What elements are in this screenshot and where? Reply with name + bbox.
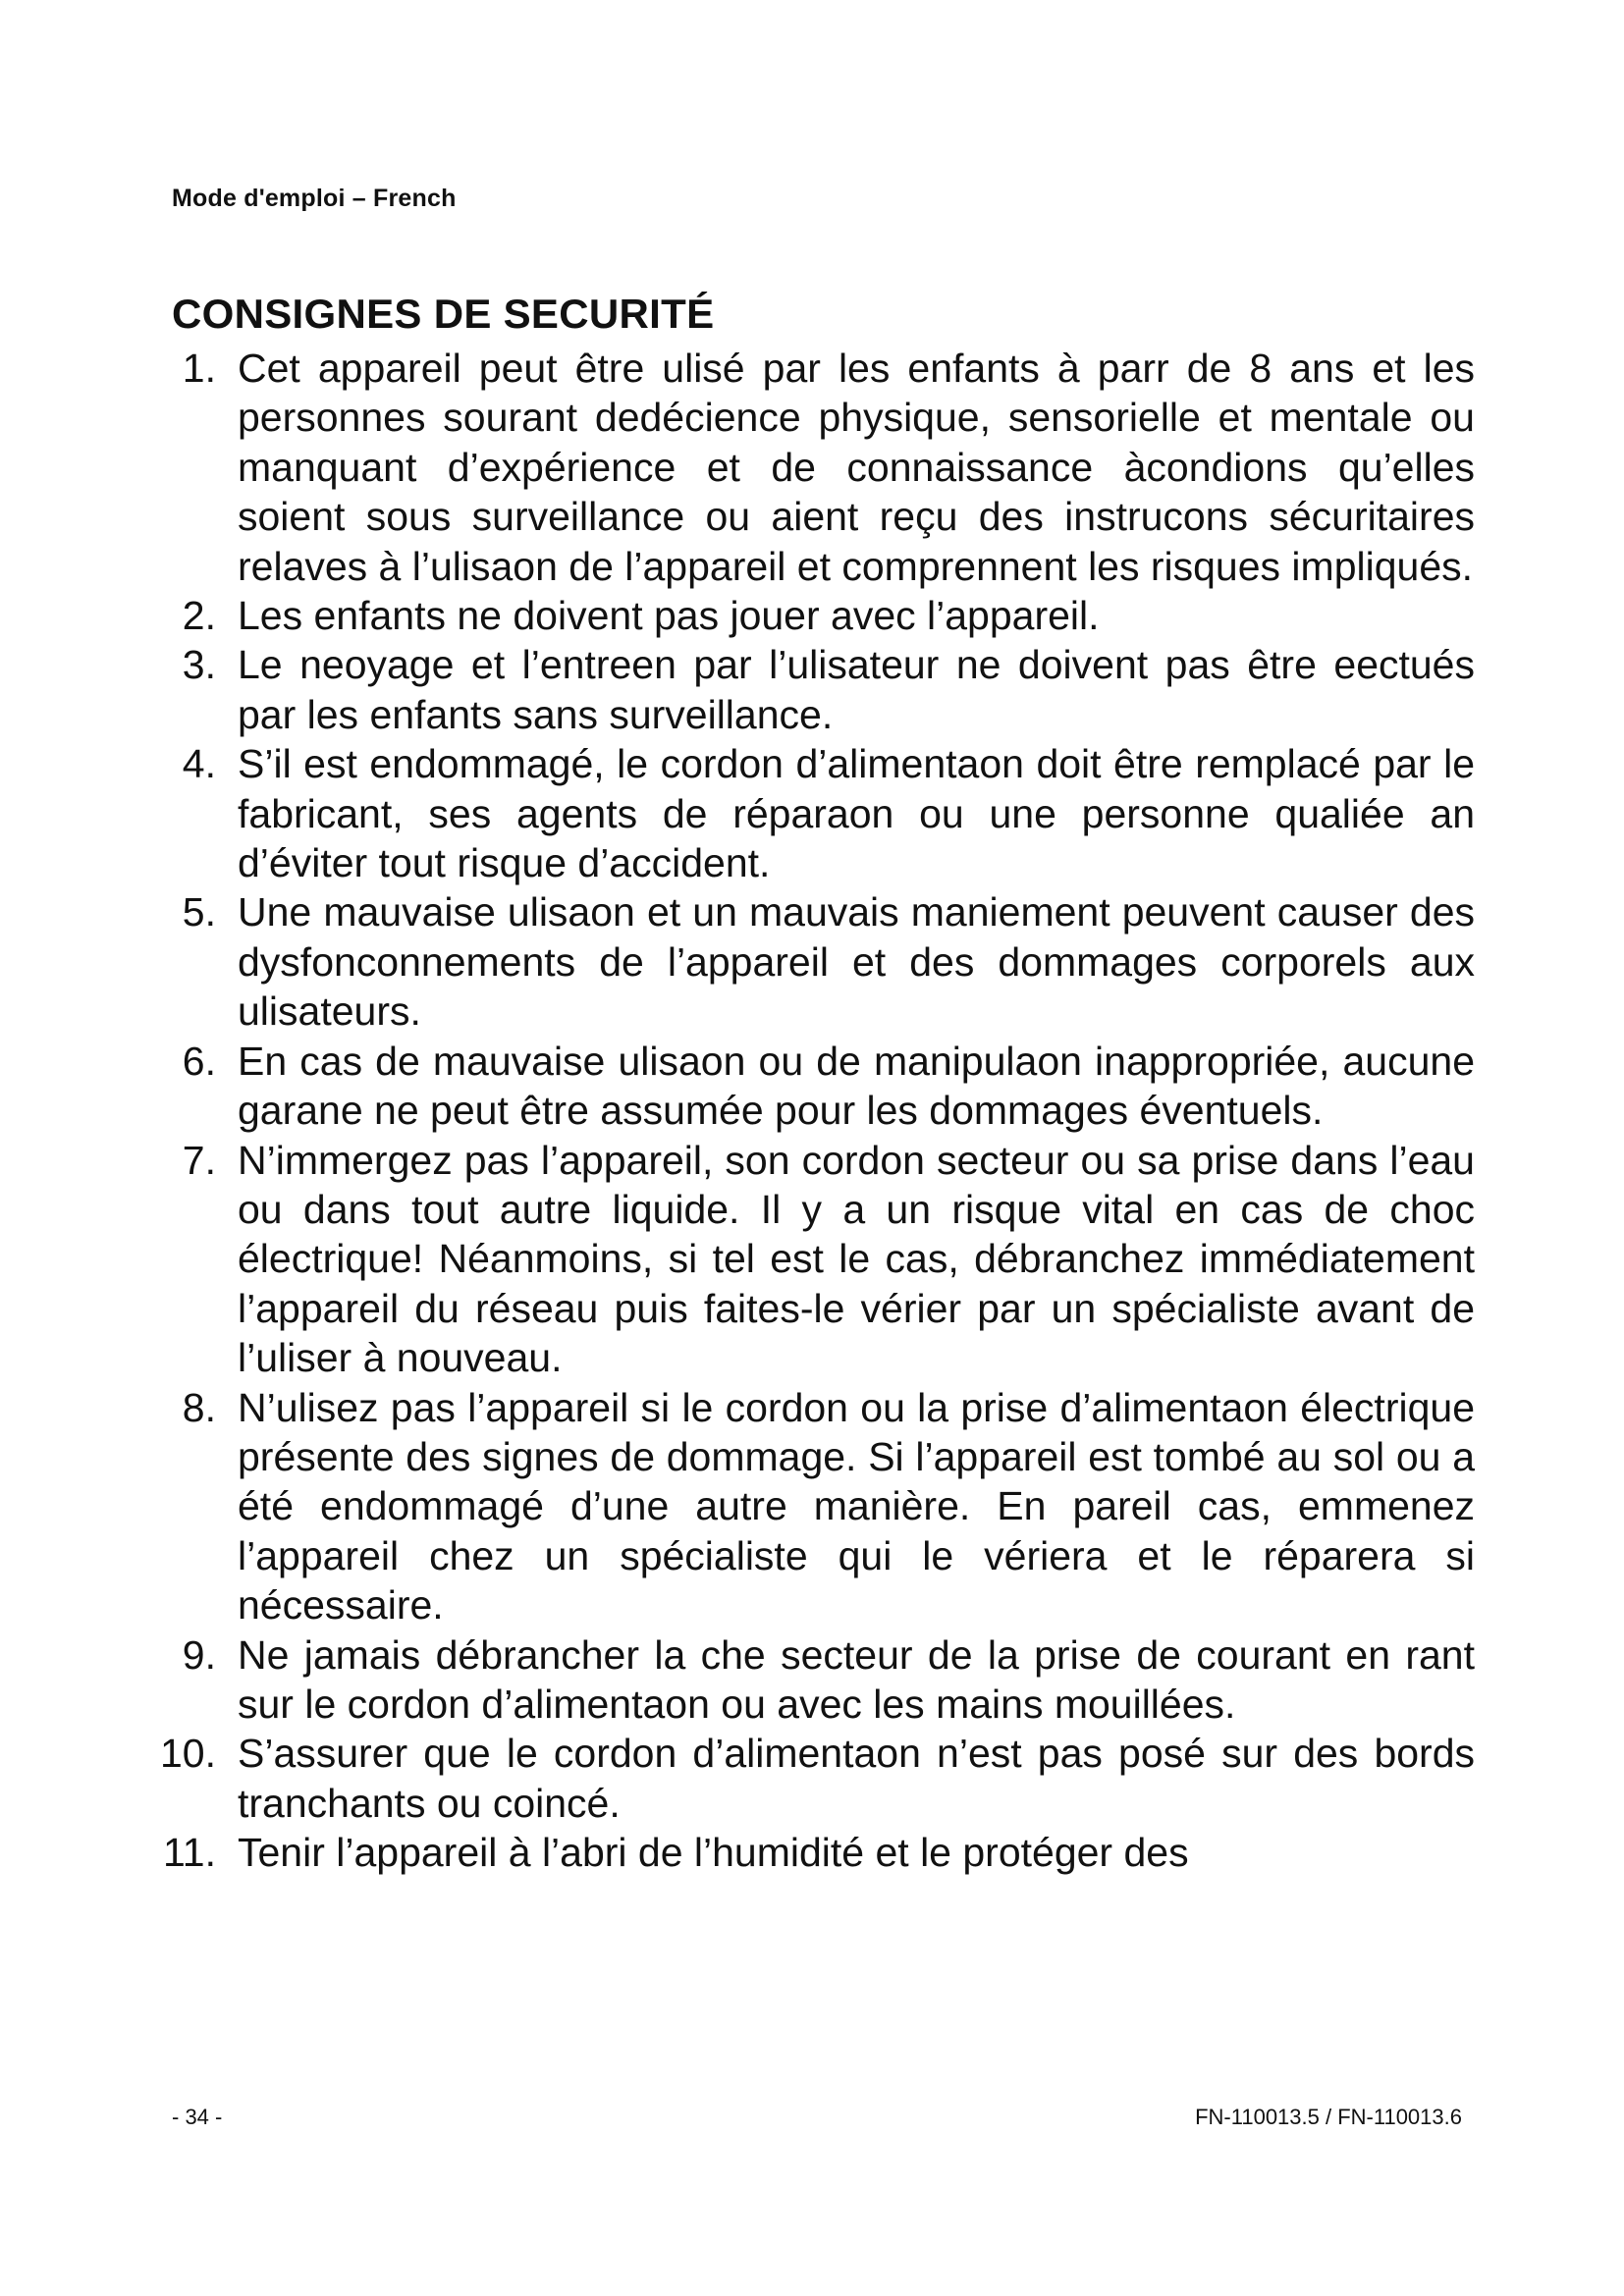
item-text: Les enfants ne doivent pas jouer avec l’appareil. bbox=[238, 593, 1100, 639]
section-title: CONSIGNES DE SECURITÉ bbox=[172, 291, 715, 337]
list-item bbox=[118, 1828, 1473, 1877]
item-text: Tenir l’appareil à l’abri de l’humidité et le protéger des bbox=[238, 1830, 1189, 1876]
item-text: Ne jamais débrancher la che secteur de la prise de courant en rant sur le cordon d’alimentaon ou avec les mains mouillées. bbox=[238, 1631, 1475, 1727]
list-item bbox=[118, 887, 1473, 1036]
item-number: 8. bbox=[182, 1384, 216, 1430]
item-number: 3. bbox=[182, 642, 216, 688]
list-item bbox=[118, 1136, 1473, 1383]
list-item bbox=[118, 640, 1473, 739]
list-item bbox=[118, 1383, 1473, 1630]
page-footer bbox=[172, 2105, 1462, 2130]
list-item bbox=[118, 1037, 1473, 1136]
page-number: - 34 - bbox=[172, 2105, 223, 2129]
item-number: 5. bbox=[182, 889, 216, 935]
item-text: N’immergez pas l’appareil, son cordon secteur ou sa prise dans l’eau ou dans tout autre liquide. Il y a un risque vital en cas de choc électrique! Néanmoins, si tel est le cas, débranchez immédiatement l’appareil du réseau puis faites-le vérier par un spécialiste avant de l’uliser à nouveau. bbox=[238, 1137, 1475, 1381]
item-number: 11. bbox=[163, 1830, 216, 1876]
item-number: 4. bbox=[182, 741, 216, 787]
page-header: Mode d'emploi – French bbox=[172, 185, 457, 212]
list-item bbox=[118, 591, 1473, 640]
item-text: Une mauvaise ulisaon et un mauvais maniement peuvent causer des dysfonconnements de l’appareil et des dommages corporels aux ulisateurs. bbox=[238, 889, 1475, 1035]
item-number: 7. bbox=[182, 1137, 216, 1183]
safety-instructions-list bbox=[118, 344, 1473, 1878]
item-text: S’assurer que le cordon d’alimentaon n’est pas posé sur des bords tranchants ou coincé. bbox=[238, 1731, 1475, 1826]
item-text: Cet appareil peut être ulisé par les enfants à parr de 8 ans et les personnes sourant dedécience physique, sensorielle et mentale ou manquant d’expérience et de connaissance àcondions qu’elles soient sous surveillance ou aient reçu des instrucons sécuritaires relaves à l’ulisaon de l’appareil et comprennent les risques impliqués. bbox=[238, 346, 1475, 589]
list-item bbox=[118, 739, 1473, 887]
item-text: En cas de mauvaise ulisaon ou de manipulaon inappropriée, aucune garane ne peut être assumée pour les dommages éventuels. bbox=[238, 1038, 1475, 1134]
model-numbers: FN-110013.5 / FN-110013.6 bbox=[1195, 2105, 1462, 2129]
item-text: Le neoyage et l’entreen par l’ulisateur ne doivent pas être eectués par les enfants sans surveillance. bbox=[238, 642, 1475, 737]
item-number: 6. bbox=[182, 1038, 216, 1084]
item-number: 9. bbox=[182, 1631, 216, 1678]
item-number: 1. bbox=[182, 346, 216, 391]
item-text: S’il est endommagé, le cordon d’alimentaon doit être remplacé par le fabricant, ses agents de réparaon ou une personne qualiée an d’éviter tout risque d’accident. bbox=[238, 741, 1475, 886]
list-item bbox=[118, 1630, 1473, 1730]
item-number: 10. bbox=[160, 1731, 216, 1777]
item-number: 2. bbox=[182, 593, 216, 639]
list-item bbox=[118, 344, 1473, 591]
list-item bbox=[118, 1729, 1473, 1828]
item-text: N’ulisez pas l’appareil si le cordon ou la prise d’alimentaon électrique présente des signes de dommage. Si l’appareil est tombé au sol ou a été endommagé d’une autre manière. En pareil cas, emmenez l’appareil chez un spécialiste qui le vériera et le réparera si nécessaire. bbox=[238, 1384, 1475, 1629]
